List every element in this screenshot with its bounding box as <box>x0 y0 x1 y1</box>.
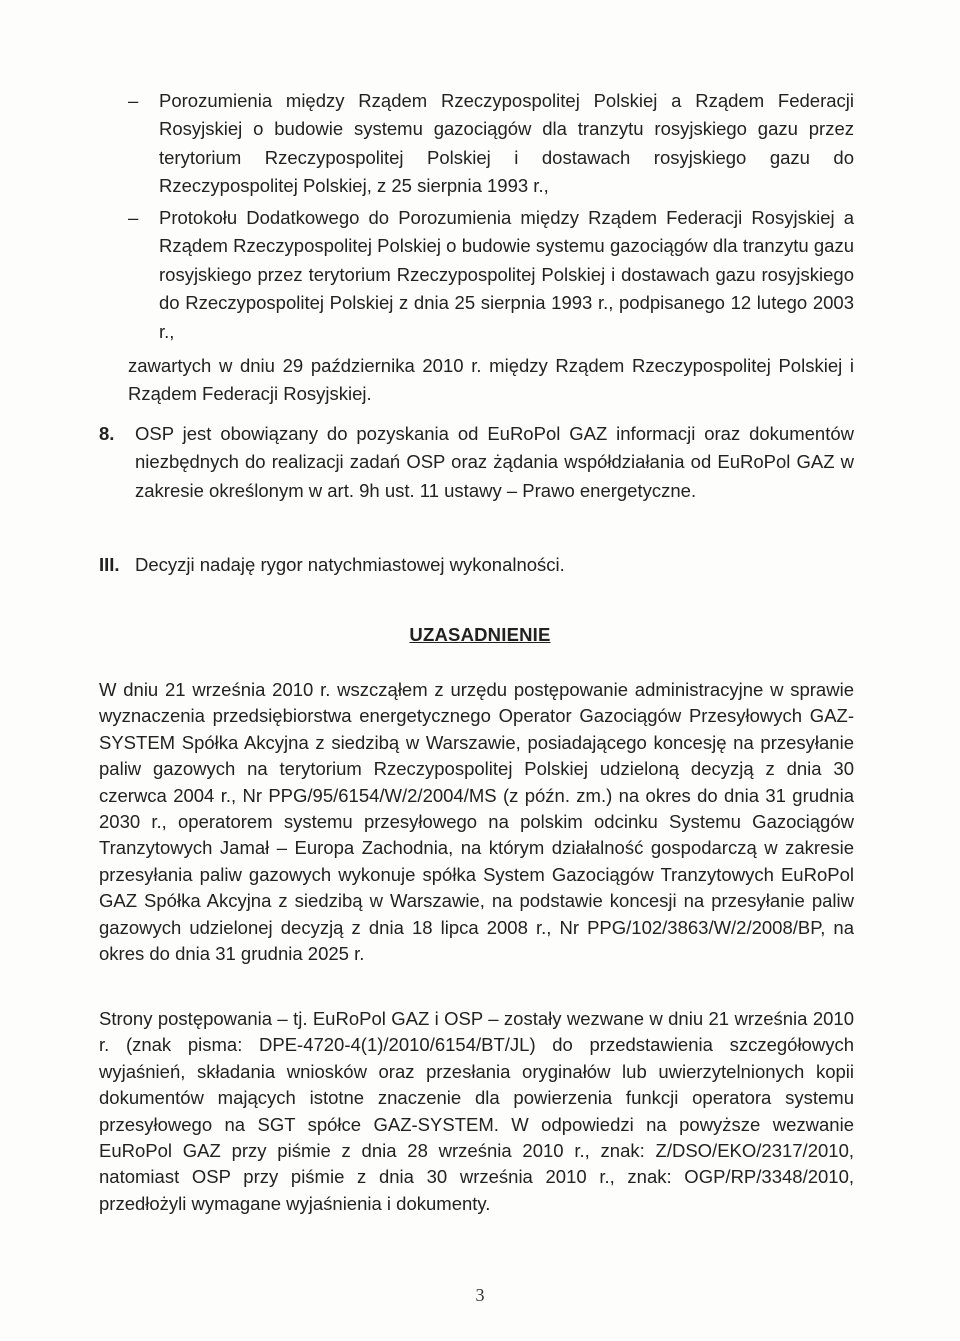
list-item-text: Porozumienia między Rządem Rzeczypospolitej Polskiej a Rządem Federacji Rosyjskiej o budowie systemu gazociągów dla tranzytu rosyjskiego gazu przez terytorium Rzeczypospolitej Polskiej i dostawach rosyjskiego gazu do Rzeczypospolitej Polskiej, z 25 sierpnia 1993 r., <box>159 90 854 197</box>
justification-paragraph: Strony postępowania – tj. EuRoPol GAZ i OSP – zostały wezwane w dniu 21 września 2010 r. (znak pisma: DPE-4720-4(1)/2010/6154/BT/JL) do przedstawienia szczegółowych wyjaśnień, składania wniosków oraz przesłania oryginałów lub uwierzytelnionych kopii dokumentów mających istotne znaczenie dla powierzenia funkcji operatora systemu przesyłowego na SGT spółce GAZ-SYSTEM. W odpowiedzi na powyższe wezwanie EuRoPol GAZ przy piśmie z dnia 28 września 2010 r., znak: Z/DSO/EKO/2317/2010, natomiast OSP przy piśmie z dnia 30 września 2010 r., znak: OGP/RP/3348/2010, przedłożyli wymagane wyjaśnienia i dokumenty. <box>99 1008 854 1214</box>
justification-paragraph: W dniu 21 września 2010 r. wszcząłem z urzędu postępowanie administracyjne w sprawie wyznaczenia przedsiębiorstwa energetycznego Operator Gazociągów Przesyłowych GAZ-SYSTEM Spółka Akcyjna z siedzibą w Warszawie, posiadającego koncesję na przesyłanie paliw gazowych na terytorium Rzeczypospolitej Polskiej udzieloną decyzją z dnia 30 czerwca 2004 r., Nr PPG/95/6154/W/2/2004/MS (z późn. zm.) na okres do dnia 31 grudnia 2030 r., operatorem systemu przesyłowego na polskim odcinku Systemu Gazociągów Tranzytowych Jamał – Europa Zachodnia, na którym działalność gospodarczą w zakresie przesyłania paliw gazowych wykonuje spółka System Gazociągów Tranzytowych EuRoPol GAZ Spółka Akcyjna z siedzibą w Warszawie, na podstawie koncesji na przesyłanie paliw gazowych udzielonej decyzją z dnia 18 lipca 2008 r., Nr PPG/102/3863/W/2/2008/BP, na okres do dnia 31 grudnia 2025 r. <box>99 679 854 965</box>
section-number: III. <box>99 554 120 575</box>
point-number: 8. <box>99 423 115 444</box>
continuation-text: zawartych w dniu 29 października 2010 r. między Rządem Rzeczypospolitej Polskiej i Rządem Federacji Rosyjskiej. <box>128 355 854 405</box>
list-dash: – <box>128 207 139 228</box>
list-dash: – <box>128 90 139 111</box>
page-number: 3 <box>475 1285 485 1305</box>
point-8-text: OSP jest obowiązany do pozyskania od EuRoPol GAZ informacji oraz dokumentów niezbędnych do realizacji zadań OSP oraz żądania współdziałania od EuRoPol GAZ w zakresie określonym w art. 9h ust. 11 ustawy – Prawo energetyczne. <box>135 423 854 501</box>
list-item-text: Protokołu Dodatkowego do Porozumienia między Rządem Federacji Rosyjskiej a Rządem Rzeczypospolitej Polskiej o budowie systemu gazociągów dla tranzytu gazu rosyjskiego przez terytorium Rzeczypospolitej Polskiej i dostawach gazu rosyjskiego do Rzeczypospolitej Polskiej z dnia 25 sierpnia 1993 r., podpisanego 12 lutego 2003 r., <box>159 207 854 342</box>
list-item <box>128 87 854 201</box>
section-3-text: Decyzji nadaję rygor natychmiastowej wykonalności. <box>135 554 565 575</box>
list-item <box>128 204 854 346</box>
section-heading: UZASADNIENIE <box>409 624 551 645</box>
